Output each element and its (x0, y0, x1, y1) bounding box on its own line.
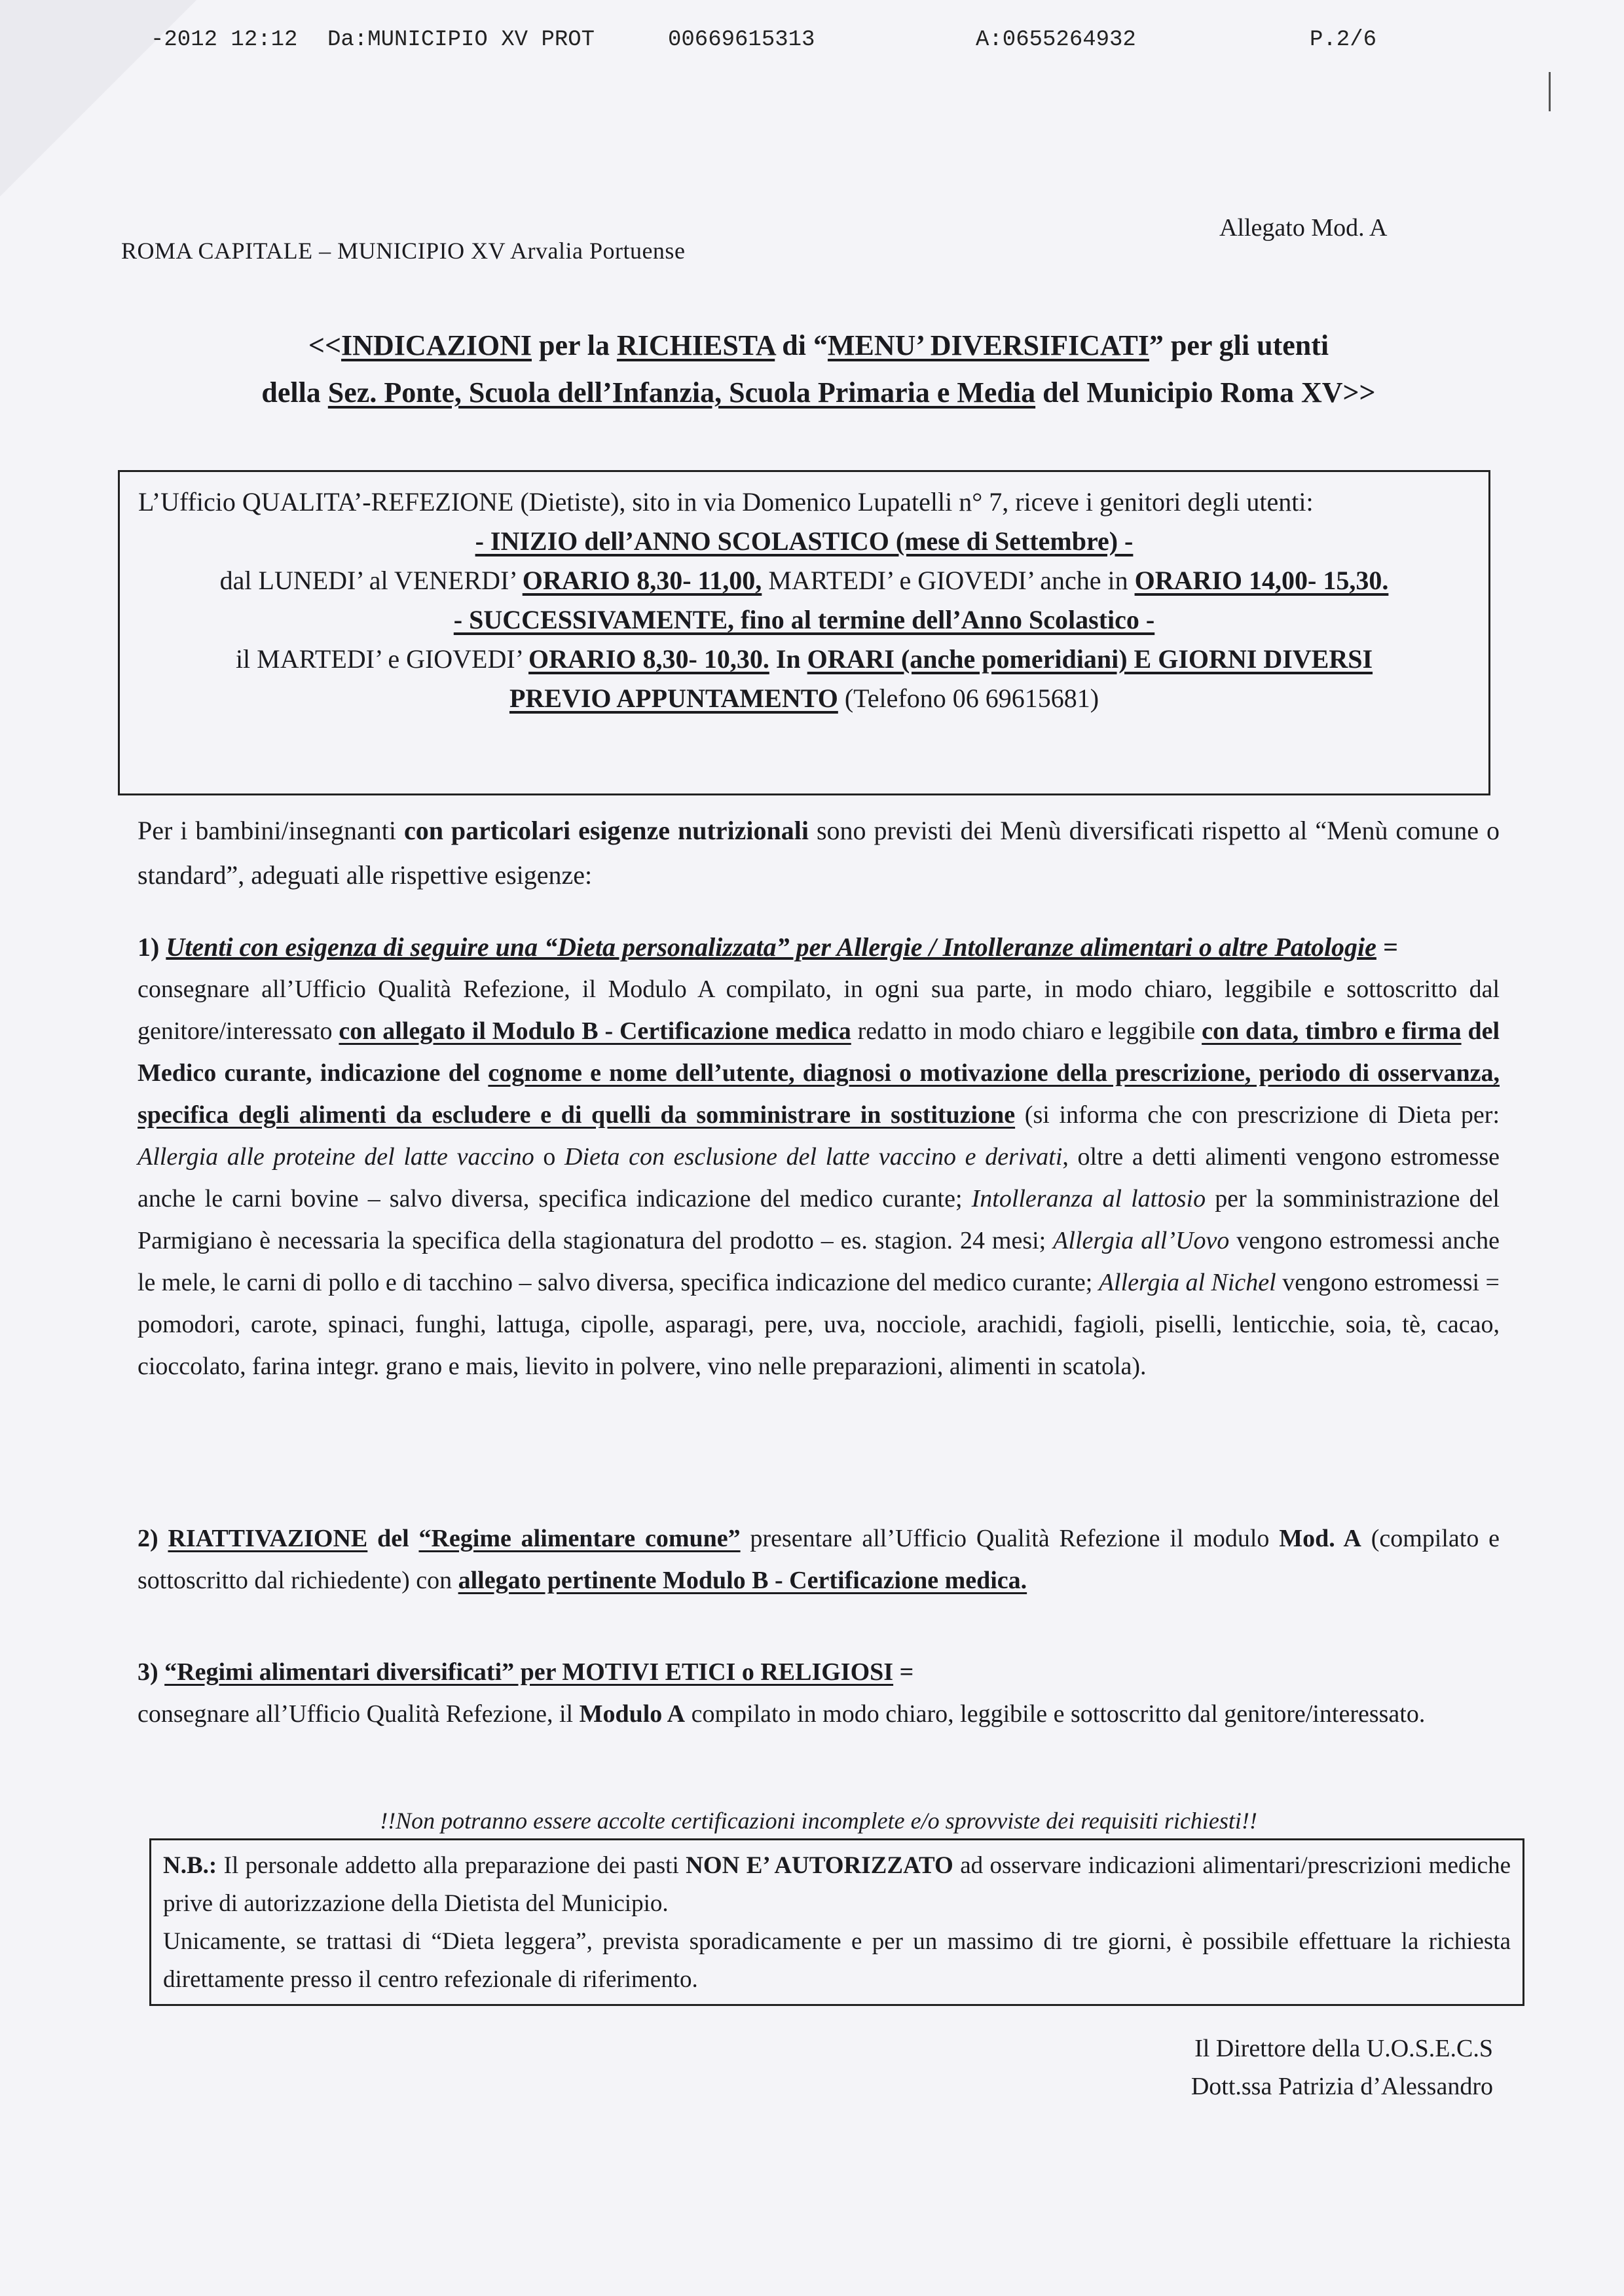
fax-recipient: A:0655264932 (976, 27, 1136, 52)
s3-text: consegnare all’Ufficio Qualità Refezione, il (138, 1700, 580, 1728)
hours-text: ORARIO 8,30- 10,30. (528, 644, 769, 674)
s1-text: del Medico curante, indicazione del (138, 1017, 1500, 1087)
nb-box (149, 1838, 1524, 2006)
start-year-heading (138, 522, 1470, 561)
later-heading (138, 600, 1470, 640)
intro-text: sono previsti dei Menù diversificati rispetto al “Menù comune o standard”, adeguati alle rispettive esigenze: (138, 816, 1500, 890)
s1-text: Dieta con esclusione del latte vaccino e derivati (564, 1143, 1063, 1171)
hours-line-2 (138, 640, 1470, 679)
s2-text: “Regime alimentare comune” (418, 1525, 741, 1552)
signatory-role: Il Direttore della U.O.S.E.C.S (1194, 2035, 1493, 2062)
hours-text: dal LUNEDI’ al VENERDI’ (219, 566, 523, 595)
s1-text: Allergia all’Uovo (1053, 1227, 1230, 1254)
title-part: Sez. Ponte, Scuola dell’Infanzia, Scuola Primaria e Media (327, 376, 1036, 409)
title-part: di “ (775, 329, 828, 361)
section-number: 3) (138, 1658, 165, 1686)
s1-text: vengono estromessi anche le mele, le carni di pollo e di tacchino – salvo diversa, specifica indicazione del medico curante; (138, 1227, 1500, 1296)
s2-text: RIATTIVAZIONE (168, 1525, 368, 1552)
hours-text: ORARI (anche pomeridiani) E GIORNI DIVERSI (807, 644, 1373, 674)
hours-text: ORARIO 14,00- 15,30. (1134, 566, 1389, 595)
nb-text: NON E’ AUTORIZZATO (686, 1852, 953, 1879)
hours-line-1 (138, 561, 1470, 600)
s2-text: Mod. A (1279, 1525, 1361, 1552)
appointment-line (138, 679, 1470, 718)
phone-text: (Telefono 06 69615681) (838, 683, 1099, 713)
hours-text: il MARTEDI’ e GIOVEDI’ (235, 644, 529, 674)
signature-block (1113, 2030, 1493, 2105)
s1-text: Allergia alle proteine del latte vaccino (138, 1143, 534, 1171)
office-hours-box (118, 470, 1490, 795)
s2-text: (compilato e sottoscritto dal richiedente) con (138, 1525, 1500, 1594)
fax-datetime: -2012 12:12 (151, 27, 298, 52)
title-part: del Municipio Roma XV>> (1035, 376, 1376, 409)
section-number: 1) (138, 932, 166, 962)
document-title (118, 322, 1519, 416)
section-1-text (138, 968, 1500, 1387)
s1-text: (si informa che con prescrizione di Dieta per: (1015, 1101, 1500, 1129)
signatory-name: Dott.ssa Patrizia d’Alessandro (1190, 2073, 1493, 2100)
s2-text: del (367, 1525, 419, 1552)
fax-page: P.2/6 (1310, 27, 1377, 52)
later-text: - SUCCESSIVAMENTE, fino al termine dell’Anno Scolastico - (453, 605, 1155, 634)
section-1-eq: = (1376, 932, 1398, 962)
section-1 (138, 926, 1500, 1387)
s1-text: vengono estromessi = pomodori, carote, spinaci, funghi, lattuga, cipolle, asparagi, pere, uva, nocciole, arachidi, fagioli, piselli, lenticchie, soia, tè, cacao, cioccolato, farina integr. grano e mais, lievito in polvere, vino nelle preparazioni, alimenti in scatola). (138, 1269, 1500, 1380)
s1-text: Allergia al Nichel (1098, 1269, 1276, 1296)
s3-title: “Regimi alimentari diversificati” per MOTIVI ETICI o RELIGIOSI (164, 1658, 894, 1686)
s1-text: consegnare all’Ufficio Qualità Refezione, il Modulo A compilato, in ogni sua parte, in modo chiaro, leggibile e sottoscritto dal genitore/interessato (138, 975, 1500, 1045)
margin-mark (1549, 72, 1551, 111)
s1-text: cognome e nome dell’utente, diagnosi o motivazione della prescrizione, periodo di osservanza, specifica degli alimenti da escludere e di quelli da somministrare in sostituzione (138, 1059, 1500, 1129)
nb-text: ad osservare indicazioni alimentari/prescrizioni mediche prive di autorizzazione della Dietista del Municipio. (163, 1852, 1511, 1917)
start-year-text: - INIZIO dell’ANNO SCOLASTICO (mese di Settembre) - (475, 526, 1134, 556)
title-part: della (261, 376, 328, 409)
s1-text: redatto in modo chiaro e leggibile (851, 1017, 1202, 1045)
intro-text: con particolari esigenze nutrizionali (403, 816, 809, 845)
section-number: 2) (138, 1525, 168, 1552)
nb-label: N.B.: (163, 1852, 217, 1879)
s1-text: con allegato il Modulo B - Certificazione medica (339, 1017, 851, 1045)
fax-sender-number: 00669615313 (668, 27, 815, 52)
s1-text: , oltre a detti alimenti vengono estromesse anche le carni bovine – salvo diversa, specifica indicazione del medico curante; (138, 1143, 1500, 1212)
intro-paragraph (138, 809, 1500, 898)
section-2 (138, 1518, 1500, 1601)
s3-text: Modulo A (579, 1700, 686, 1728)
intro-text: Per i bambini/insegnanti (138, 816, 404, 845)
hours-text: In (769, 644, 807, 674)
title-part: INDICAZIONI (341, 329, 532, 361)
s2-text: presentare all’Ufficio Qualità Refezione il modulo (740, 1525, 1280, 1552)
s3-text: compilato in modo chiaro, leggibile e sottoscritto dal genitore/interessato. (685, 1700, 1426, 1728)
s1-text: Intolleranza al lattosio (971, 1185, 1206, 1212)
hours-text: MARTEDI’ e GIOVEDI’ anche in (762, 566, 1135, 595)
s3-text: = (893, 1658, 914, 1686)
hours-text: ORARIO 8,30- 11,00, (522, 566, 762, 595)
s2-text: allegato pertinente Modulo B - Certificazione medica. (458, 1567, 1027, 1594)
section-1-heading (138, 926, 1500, 968)
office-intro: L’Ufficio QUALITA’-REFEZIONE (Dietiste), sito in via Domenico Lupatelli n° 7, riceve i genitori degli utenti: (138, 487, 1314, 517)
appointment-text: PREVIO APPUNTAMENTO (509, 683, 838, 713)
warning-line: !!Non potranno essere accolte certificazioni incomplete e/o sprovviste dei requisiti richiesti!! (380, 1808, 1257, 1834)
section-3 (138, 1651, 1500, 1735)
title-part: << (308, 329, 342, 361)
nb-text: Il personale addetto alla preparazione dei pasti (217, 1852, 686, 1879)
nb-text-2: Unicamente, se trattasi di “Dieta leggera”, prevista sporadicamente e per un massimo di tre giorni, è possibile effettuare la richiesta direttamente presso il centro refezionale di riferimento. (163, 1928, 1511, 1993)
title-part: RICHIESTA (616, 329, 775, 361)
title-part: MENU’ DIVERSIFICATI (827, 329, 1149, 361)
fax-sender: Da:MUNICIPIO XV PROT (327, 27, 595, 52)
attachment-label: Allegato Mod. A (1219, 214, 1388, 242)
issuer: ROMA CAPITALE – MUNICIPIO XV Arvalia Portuense (121, 238, 686, 264)
s1-text: con data, timbro e firma (1202, 1017, 1462, 1045)
fax-header (151, 27, 1545, 60)
title-part: per la (532, 329, 617, 361)
title-part: ” per gli utenti (1149, 329, 1329, 361)
s1-text: per la somministrazione del Parmigiano è necessaria la specifica della stagionatura del prodotto – es. stagion. 24 mesi; (138, 1185, 1500, 1254)
s1-text: o (534, 1143, 565, 1171)
section-1-title: Utenti con esigenza di seguire una “Dieta personalizzata” per Allergie / Intolleranze alimentari o altre Patologie (166, 932, 1376, 962)
